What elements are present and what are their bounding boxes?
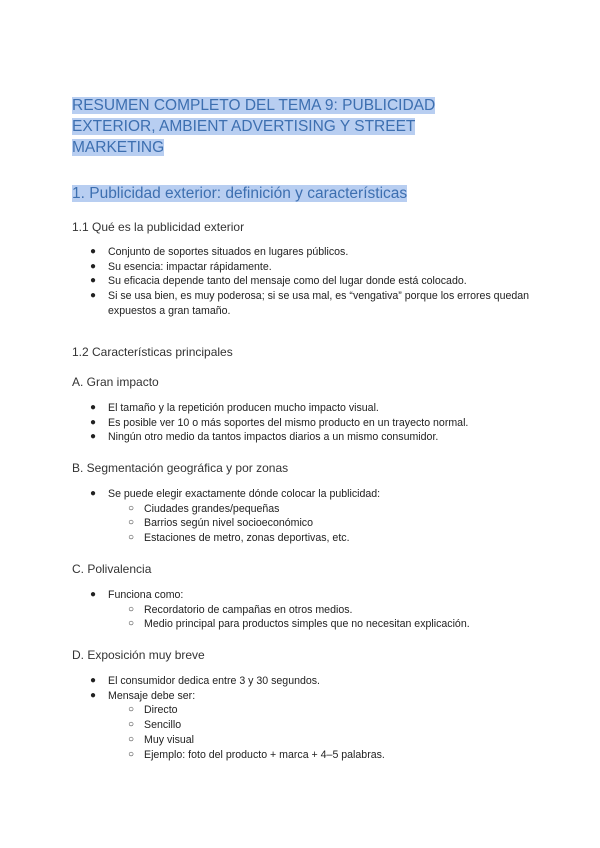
sub-bullet-icon: ○ bbox=[128, 618, 135, 630]
sub-list-item bbox=[72, 748, 532, 763]
list-item-text: Se puede elegir exactamente dónde colocar la publicidad: bbox=[108, 488, 381, 500]
list-item-text: Mensaje debe ser: bbox=[108, 689, 196, 702]
bullet-icon: ● bbox=[90, 402, 97, 413]
point-a-list bbox=[72, 401, 532, 445]
list-item bbox=[72, 689, 532, 704]
list-item-text: Ningún otro medio da tantos impactos diarios a un mismo consumidor. bbox=[108, 431, 439, 444]
sub-list-item-text: Ciudades grandes/pequeñas bbox=[144, 502, 280, 515]
section-1-heading bbox=[72, 183, 407, 204]
list-item-text: Funciona como: bbox=[108, 589, 184, 601]
sub-list-item-text: Medio principal para productos simples que no necesitan explicación. bbox=[144, 618, 470, 631]
point-b-heading: B. Segmentación geográfica y por zonas bbox=[72, 461, 289, 475]
document-title bbox=[72, 95, 492, 158]
sub-bullet-icon: ○ bbox=[128, 517, 135, 529]
sub-bullet-icon: ○ bbox=[128, 733, 135, 745]
sub-bullet-icon: ○ bbox=[128, 748, 135, 760]
sub-list-item-text: Recordatorio de campañas en otros medios. bbox=[144, 603, 353, 616]
sub-list-item bbox=[72, 703, 532, 718]
sub-bullet-icon: ○ bbox=[128, 532, 135, 544]
sub-list-item bbox=[72, 516, 532, 531]
point-c-list bbox=[72, 588, 532, 632]
sub-list-item-text: Estaciones de metro, zonas deportivas, etc. bbox=[144, 532, 350, 545]
sub-list-item bbox=[72, 617, 532, 632]
subsection-1-2-heading: 1.2 Características principales bbox=[72, 345, 233, 359]
list-item bbox=[72, 487, 532, 502]
sub-list-item-text: Sencillo bbox=[144, 719, 182, 732]
list-item bbox=[72, 401, 532, 416]
point-d-heading: D. Exposición muy breve bbox=[72, 648, 205, 662]
bullet-icon: ● bbox=[90, 260, 97, 272]
point-a-heading: A. Gran impacto bbox=[72, 375, 159, 389]
bullet-icon: ● bbox=[90, 488, 97, 499]
sub-list-item bbox=[72, 603, 532, 618]
bullet-icon: ● bbox=[90, 431, 97, 443]
sub-bullet-icon: ○ bbox=[128, 502, 135, 514]
list-item bbox=[72, 245, 532, 260]
list-item-text: Conjunto de soportes situados en lugares públicos. bbox=[108, 246, 349, 258]
list-item bbox=[72, 588, 532, 603]
list-item bbox=[72, 416, 532, 431]
bullet-icon: ● bbox=[90, 246, 97, 257]
sub-list-item-text: Ejemplo: foto del producto + marca + 4–5 palabras. bbox=[144, 748, 385, 761]
list-item-text: El tamaño y la repetición producen mucho impacto visual. bbox=[108, 402, 379, 414]
sub-list-item-text: Muy visual bbox=[144, 733, 195, 746]
sub-list-item bbox=[72, 531, 532, 546]
sub-list-item-text: Directo bbox=[144, 704, 178, 717]
point-c-heading: C. Polivalencia bbox=[72, 562, 152, 576]
sub-list-item bbox=[72, 502, 532, 517]
sub-bullet-icon: ○ bbox=[128, 719, 135, 731]
bullet-icon: ● bbox=[90, 416, 97, 428]
list-item-text: Es posible ver 10 o más soportes del mismo producto en un trayecto normal. bbox=[108, 416, 469, 429]
list-item bbox=[72, 430, 532, 445]
sub-bullet-icon: ○ bbox=[128, 603, 135, 615]
bullet-icon: ● bbox=[90, 275, 97, 287]
bullet-icon: ● bbox=[90, 675, 97, 686]
list-item-text: Su esencia: impactar rápidamente. bbox=[108, 260, 272, 273]
bullet-icon: ● bbox=[90, 689, 97, 701]
list-item-text: El consumidor dedica entre 3 y 30 segundos. bbox=[108, 675, 321, 687]
list-item-text: Su eficacia depende tanto del mensaje como del lugar donde está colocado. bbox=[108, 275, 467, 288]
sub-list-item-text: Barrios según nivel socioeconómico bbox=[144, 517, 313, 530]
list-item bbox=[72, 274, 532, 289]
subsection-1-1-heading: 1.1 Qué es la publicidad exterior bbox=[72, 220, 245, 234]
sub-list-item bbox=[72, 718, 532, 733]
list-item-text: Si se usa bien, es muy poderosa; si se usa mal, es “vengativa” porque los errores quedan expuestos a gran tamaño. bbox=[108, 290, 530, 317]
bullet-icon: ● bbox=[90, 290, 97, 302]
list-item bbox=[72, 674, 532, 689]
point-d-list bbox=[72, 674, 532, 762]
point-b-list bbox=[72, 487, 532, 546]
title-highlight: RESUMEN COMPLETO DEL TEMA 9: PUBLICIDAD EXTERIOR, AMBIENT ADVERTISING Y STREET MARKETING bbox=[72, 97, 436, 156]
bullet-icon: ● bbox=[90, 589, 97, 600]
sub-list-item bbox=[72, 733, 532, 748]
list-item bbox=[72, 260, 532, 275]
list-item bbox=[72, 289, 532, 318]
sub-bullet-icon: ○ bbox=[128, 704, 135, 716]
subsection-1-1-list bbox=[72, 245, 532, 319]
section-1-heading-highlight: 1. Publicidad exterior: definición y características bbox=[72, 185, 408, 202]
